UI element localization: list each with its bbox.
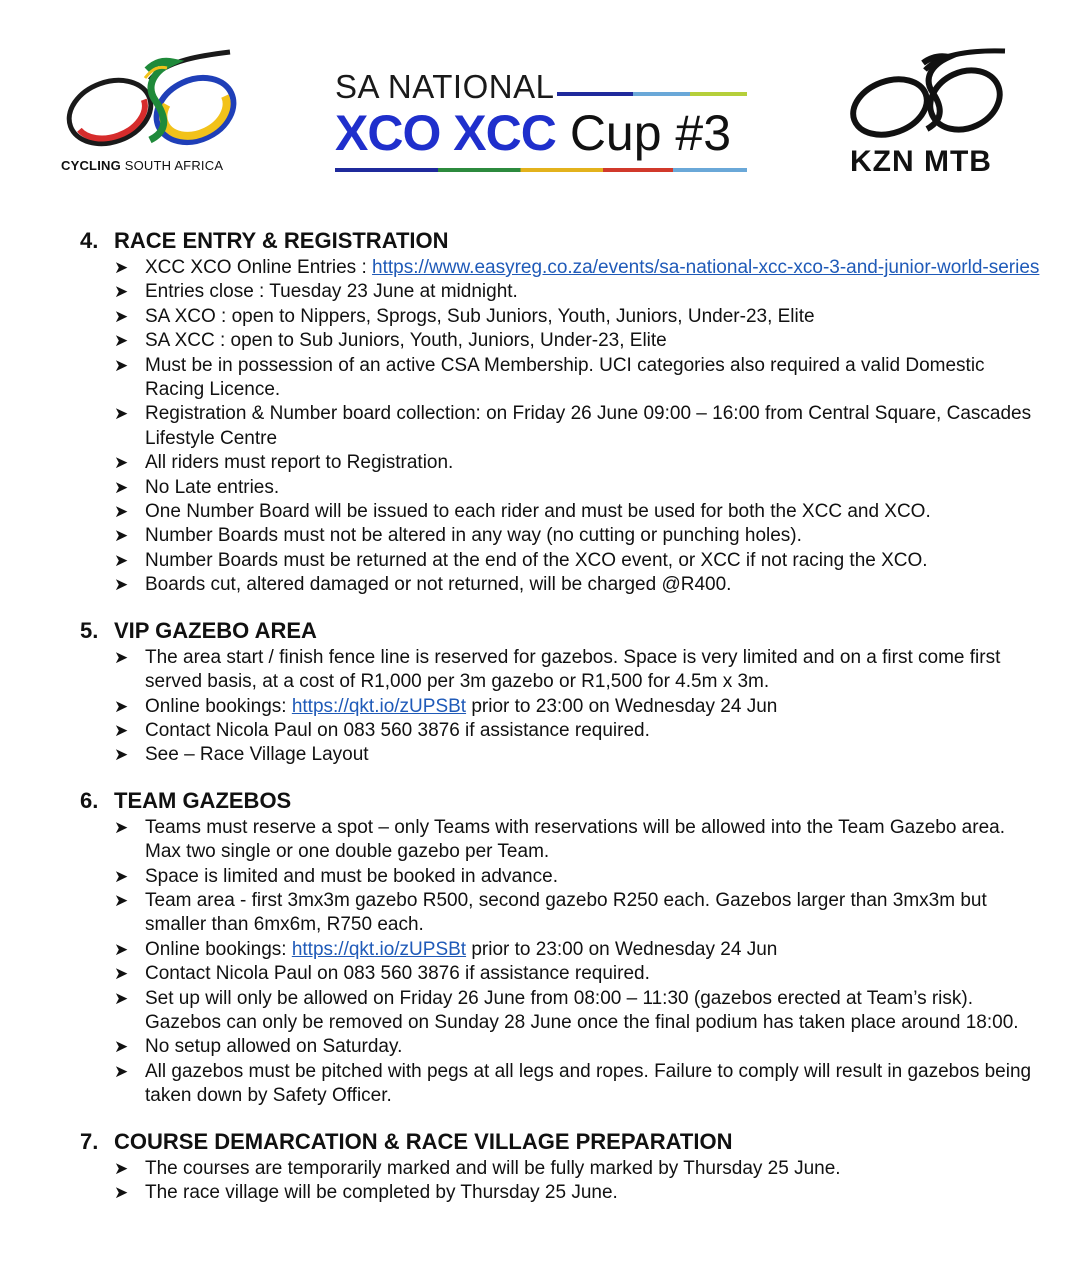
- document-header: [0, 0, 1080, 200]
- item-text: All riders must report to Registration.: [145, 452, 454, 474]
- item-link[interactable]: https://qkt.io/zUPSBt: [291, 695, 467, 717]
- list-item: [114, 451, 1040, 475]
- arrow-bullet-icon: ➤: [114, 404, 129, 424]
- arrow-bullet-icon: ➤: [114, 939, 129, 959]
- item-text: Entries close : Tuesday 23 June at midnight.: [145, 281, 518, 303]
- arrow-bullet-icon: ➤: [114, 331, 129, 351]
- document-body: [80, 228, 1040, 1225]
- item-text: Online bookings:: [145, 695, 292, 717]
- item-text: The area start / finish fence line is reserved for gazebos. Space is very limited and on a first come first served basis, at a cost of R1,000 per 3m gazebo or R1,500 for 4.5m x 3m.: [145, 646, 1001, 693]
- section-4: [80, 228, 1040, 598]
- list-item: [114, 695, 1040, 719]
- title-rule-top: [557, 92, 747, 96]
- kzn-mtb-logo: [845, 45, 1015, 185]
- list-item: [114, 865, 1040, 889]
- bullet-list: [80, 1157, 1040, 1206]
- item-link[interactable]: https://www.easyreg.co.za/events/sa-national-xcc-xco-3-and-junior-world-series: [372, 257, 1040, 278]
- item-text: Set up will only be allowed on Friday 26 June from 08:00 – 11:30 (gazebos erected at Team’s risk). Gazebos can only be removed on Sunday 28 June once the final podium has taken place around 18:00.: [145, 987, 1019, 1033]
- list-item: [114, 987, 1040, 1036]
- arrow-bullet-icon: ➤: [114, 453, 129, 473]
- section-heading: [80, 228, 1040, 254]
- arrow-bullet-icon: ➤: [114, 258, 129, 277]
- arrow-bullet-icon: ➤: [114, 988, 129, 1008]
- arrow-bullet-icon: ➤: [114, 890, 129, 910]
- section-title: VIP GAZEBO AREA: [114, 617, 317, 643]
- list-item: [114, 646, 1040, 695]
- list-item: [114, 256, 1040, 280]
- bullet-list: [80, 816, 1040, 1109]
- kzn-wheels-icon: [845, 45, 1015, 145]
- bullet-list: [80, 256, 1040, 598]
- section-number: 7.: [80, 1128, 99, 1154]
- list-item: [114, 500, 1040, 524]
- list-item: [114, 329, 1040, 353]
- item-text: SA XCC : open to Sub Juniors, Youth, Juniors, Under-23, Elite: [145, 330, 667, 352]
- arrow-bullet-icon: ➤: [114, 745, 129, 765]
- list-item: [114, 476, 1040, 500]
- list-item: [114, 1181, 1040, 1205]
- item-text: Number Boards must be returned at the end of the XCO event, or XCC if not racing the XCO.: [145, 549, 928, 571]
- arrow-bullet-icon: ➤: [114, 1037, 129, 1057]
- title-sa-national: SA NATIONAL: [335, 68, 555, 105]
- bullet-list: [80, 646, 1040, 768]
- item-text: Online bookings:: [145, 938, 292, 960]
- list-item: [114, 719, 1040, 743]
- list-item: [114, 1157, 1040, 1181]
- title-xco-xcc: XCO XCC: [335, 105, 556, 161]
- section-number: 6.: [80, 787, 99, 813]
- list-item: [114, 402, 1040, 451]
- list-item: [114, 938, 1040, 962]
- item-text: Teams must reserve a spot – only Teams with reservations will be allowed into the Team Gazebo area. Max two single or one double gazebo per Team.: [145, 816, 1005, 863]
- section-title: TEAM GAZEBOS: [114, 787, 292, 813]
- section-title: RACE ENTRY & REGISTRATION: [114, 228, 449, 253]
- list-item: [114, 280, 1040, 304]
- section-6: [80, 788, 1040, 1109]
- item-text: XCC XCO Online Entries :: [145, 257, 373, 278]
- item-text: Number Boards must not be altered in any way (no cutting or punching holes).: [145, 525, 802, 547]
- list-item: [114, 889, 1040, 938]
- arrow-bullet-icon: ➤: [114, 575, 129, 595]
- item-text: Contact Nicola Paul on 083 560 3876 if assistance required.: [145, 719, 650, 741]
- item-text: All gazebos must be pitched with pegs at all legs and ropes. Failure to comply will result in gazebos being taken down by Safety Officer.: [145, 1060, 1032, 1107]
- arrow-bullet-icon: ➤: [114, 720, 129, 740]
- item-text-after-link: prior to 23:00 on Wednesday 24 Jun: [466, 695, 778, 717]
- arrow-bullet-icon: ➤: [114, 696, 129, 716]
- arrow-bullet-icon: ➤: [114, 866, 129, 886]
- section-7: [80, 1129, 1040, 1206]
- item-text: No setup allowed on Saturday.: [145, 1036, 403, 1058]
- section-heading: [80, 618, 1040, 644]
- item-text: The race village will be completed by Thursday 25 June.: [145, 1182, 618, 1203]
- event-title: [335, 62, 755, 182]
- kzn-mtb-text: KZN MTB: [850, 145, 992, 178]
- item-text: Boards cut, altered damaged or not returned, will be charged @R400.: [145, 574, 732, 596]
- cycling-south-africa-logo: [55, 40, 255, 180]
- arrow-bullet-icon: ➤: [114, 647, 129, 667]
- section-number: 5.: [80, 617, 99, 643]
- arrow-bullet-icon: ➤: [114, 550, 129, 570]
- item-text: Space is limited and must be booked in advance.: [145, 865, 558, 887]
- list-item: [114, 962, 1040, 986]
- csa-wheels-icon: [55, 40, 255, 160]
- section-title: COURSE DEMARCATION & RACE VILLAGE PREPARATION: [114, 1128, 733, 1154]
- list-item: [114, 549, 1040, 573]
- item-text: Must be in possession of an active CSA Membership. UCI categories also required a valid Domestic Racing Licence.: [145, 354, 985, 401]
- section-heading: [80, 1129, 1040, 1155]
- list-item: [114, 573, 1040, 597]
- list-item: [114, 1060, 1040, 1109]
- arrow-bullet-icon: ➤: [114, 964, 129, 984]
- arrow-bullet-icon: ➤: [114, 1158, 129, 1178]
- title-main: [335, 104, 731, 162]
- item-text: SA XCO : open to Nippers, Sprogs, Sub Juniors, Youth, Juniors, Under-23, Elite: [145, 305, 815, 327]
- arrow-bullet-icon: ➤: [114, 355, 129, 375]
- item-text-after-link: prior to 23:00 on Wednesday 24 Jun: [466, 938, 778, 960]
- arrow-bullet-icon: ➤: [114, 306, 129, 326]
- arrow-bullet-icon: ➤: [114, 477, 129, 497]
- list-item: [114, 354, 1040, 403]
- section-number: 4.: [80, 228, 99, 253]
- section-5: [80, 618, 1040, 768]
- title-cup: Cup #3: [569, 105, 732, 161]
- csa-logo-text: CYCLING SOUTH AFRICA: [61, 158, 224, 173]
- item-text: No Late entries.: [145, 476, 280, 498]
- item-text: Registration & Number board collection: on Friday 26 June 09:00 – 16:00 from Central Square, Cascades Lifestyle Centre: [145, 403, 1032, 449]
- item-text: Team area - first 3mx3m gazebo R500, second gazebo R250 each. Gazebos larger than 3mx3m but smaller than 6mx6m, R750 each.: [145, 889, 987, 936]
- item-text: See – Race Village Layout: [145, 744, 369, 766]
- list-item: [114, 524, 1040, 548]
- arrow-bullet-icon: ➤: [114, 1061, 129, 1081]
- item-text: Contact Nicola Paul on 083 560 3876 if assistance required.: [145, 963, 650, 985]
- list-item: [114, 816, 1040, 865]
- arrow-bullet-icon: ➤: [114, 526, 129, 546]
- list-item: [114, 305, 1040, 329]
- arrow-bullet-icon: ➤: [114, 1183, 129, 1202]
- item-link[interactable]: https://qkt.io/zUPSBt: [291, 938, 467, 960]
- section-heading: [80, 788, 1040, 814]
- title-rule-bottom: [335, 168, 747, 172]
- arrow-bullet-icon: ➤: [114, 502, 129, 522]
- list-item: [114, 1035, 1040, 1059]
- arrow-bullet-icon: ➤: [114, 282, 129, 302]
- item-text: The courses are temporarily marked and will be fully marked by Thursday 25 June.: [145, 1157, 841, 1179]
- item-text: One Number Board will be issued to each rider and must be used for both the XCC and XCO.: [145, 501, 931, 523]
- list-item: [114, 743, 1040, 767]
- arrow-bullet-icon: ➤: [114, 817, 129, 837]
